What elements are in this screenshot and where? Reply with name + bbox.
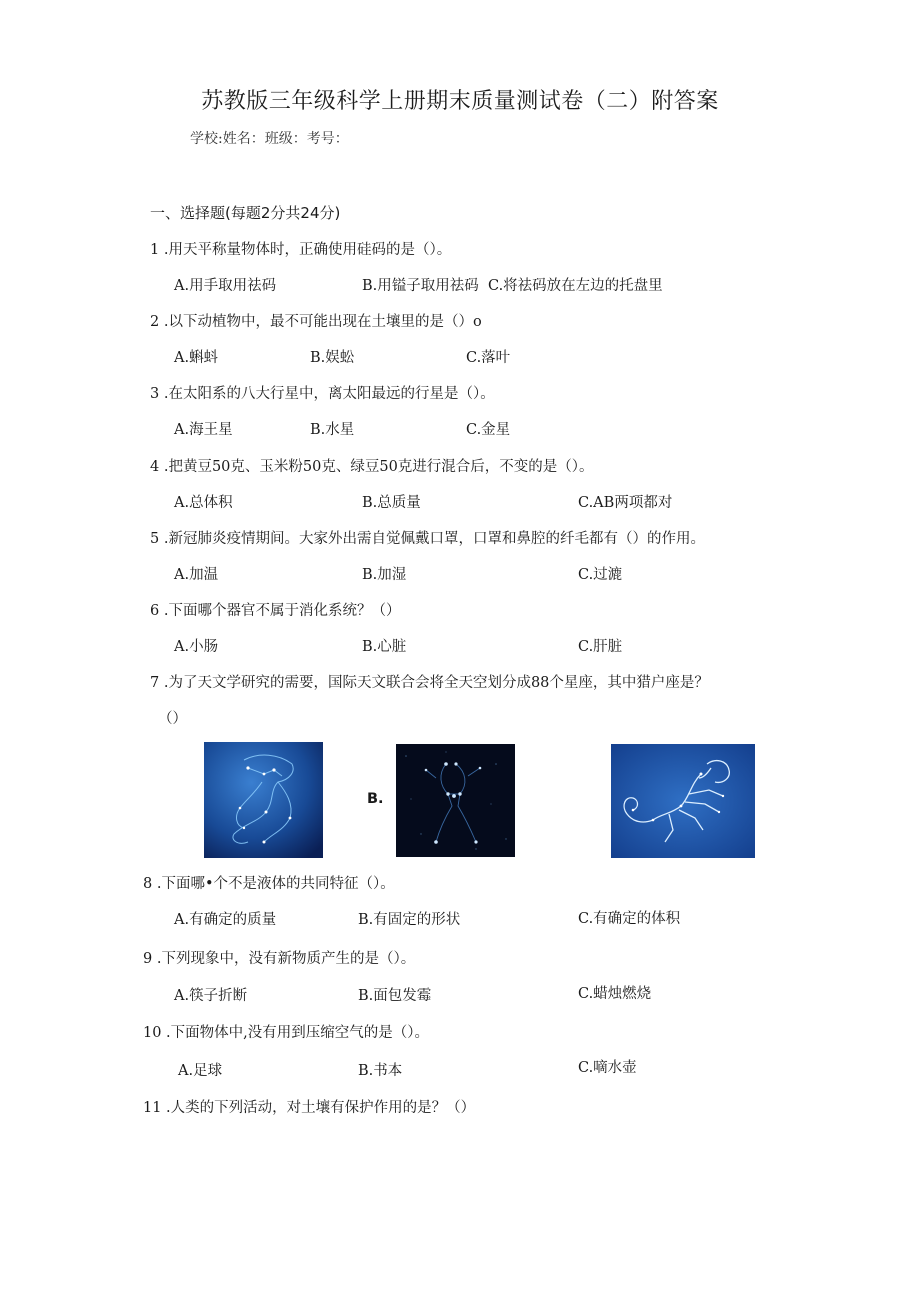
q1-option-b: B.用镒子取用祛码 [362,278,479,294]
constellation-image-a [204,742,323,858]
q2-option-a: A.蝌蚪 [174,350,219,366]
question-6: 6 .下面哪个器官不属于消化系统？（） [150,603,401,619]
q10-option-a: A.足球 [178,1063,223,1079]
q6-option-b: B.心脏 [362,639,407,655]
q2-option-b: B.娱蚣 [310,350,355,366]
question-11: 11 .人类的下列活动，对土壤有保护作用的是？（） [143,1100,476,1116]
question-1: 1 .用天平称量物体时，正确使用硅码的是（）。 [150,242,452,258]
q8-option-a: A.有确定的质量 [174,912,277,928]
q9-option-b: B.面包发霉 [358,988,432,1004]
question-2: 2 .以下动植物中，最不可能出现在土壤里的是（）o [150,314,482,330]
q6-option-a: A.小肠 [174,639,219,655]
question-4: 4 .把黄豆50克、玉米粉50克、绿豆50克进行混合后，不变的是（）。 [150,459,594,475]
q10-option-c: C.嘀水壶 [578,1060,637,1076]
constellation-image-c [611,744,755,858]
q3-option-a: A.海王星 [174,422,233,438]
q3-option-b: B.水星 [310,422,355,438]
question-7: 7 .为了天文学研究的需要，国际天文联合会将全天空划分成88个星座，其中猎户座是？ [150,675,709,691]
page-title: 苏教版三年级科学上册期末质量测试卷（二）附答案 [201,89,719,114]
question-5: 5 .新冠肺炎疫情期间。大家外出需自觉佩戴口罩，口罩和鼻腔的纤毛都有（）的作用。 [150,531,705,547]
q8-option-c: C.有确定的体积 [578,911,681,927]
q7-option-b: B. [367,791,384,807]
q9-option-c: C.蜡烛燃烧 [578,986,652,1002]
question-3: 3 .在太阳系的八大行星中，离太阳最远的行星是（）。 [150,386,495,402]
q4-option-a: A.总体积 [174,495,233,511]
q3-option-c: C.金星 [466,422,511,438]
q4-option-b: B.总质量 [362,495,421,511]
q2-option-c: C.落叶 [466,350,511,366]
q6-option-c: C.肝脏 [578,639,623,655]
question-10: 10 .下面物体中,没有用到压缩空气的是（）。 [143,1025,430,1041]
q5-option-b: B.加湿 [362,567,407,583]
q5-option-c: C.过漉 [578,567,623,583]
q8-option-b: B.有固定的形状 [358,912,461,928]
student-info-line: 学校:姓名：班级：考号： [190,131,349,147]
q9-option-a: A.筷子折断 [174,988,248,1004]
section-heading: 一、选择题(每题2分共24分) [150,204,341,222]
question-8: 8 .下面哪•个不是液体的共同特征（）。 [143,876,395,892]
question-9: 9 .下列现象中，没有新物质产生的是（）。 [143,951,416,967]
q1-option-c: C.将祛码放在左边的托盘里 [488,278,663,294]
q5-option-a: A.加温 [174,567,219,583]
q1-option-a: A.用手取用祛码 [174,278,277,294]
constellation-image-b [396,744,515,857]
question-7-bracket: （） [158,711,187,727]
q4-option-c: C.AB两项都对 [578,495,673,511]
q10-option-b: B.书本 [358,1063,403,1079]
